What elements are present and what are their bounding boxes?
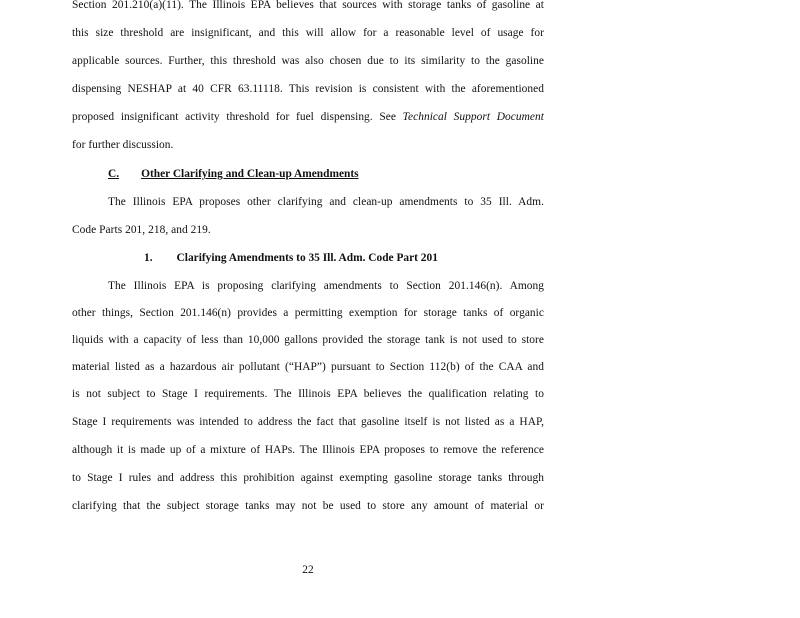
paragraph-text: proposed insignificant activity threshold for fuel dispensing. See <box>72 111 396 123</box>
paragraph-line: other things, Section 201.146(n) provides a permitting exemption for storage tanks of organic <box>72 307 544 319</box>
document-citation: Technical Support Document <box>402 111 544 123</box>
paragraph-line: liquids with a capacity of less than 10,000 gallons provided the storage tank is not used to store <box>72 334 544 346</box>
section-label: C. <box>108 168 120 180</box>
paragraph-line: although it is made up of a mixture of HAPs. The Illinois EPA proposes to remove the reference <box>72 444 544 456</box>
subsection-1-heading <box>144 251 438 265</box>
subsection-label: 1. <box>144 252 153 264</box>
paragraph-line-with-citation <box>72 110 544 124</box>
paragraph-line: dispensing NESHAP at 40 CFR 63.11118. This revision is consistent with the aforementioned <box>72 83 544 95</box>
paragraph-line: to Stage I rules and address this prohibition against exempting gasoline storage tanks through <box>72 472 544 484</box>
section-title: Other Clarifying and Clean-up Amendments <box>141 168 359 180</box>
paragraph-line: The Illinois EPA is proposing clarifying amendments to Section 201.146(n). Among <box>108 280 544 292</box>
paragraph-line: clarifying that the subject storage tanks may not be used to store any amount of material or <box>72 500 544 512</box>
paragraph-line: is not subject to Stage I requirements. The Illinois EPA believes the qualification relating to <box>72 388 544 400</box>
paragraph-line: material listed as a hazardous air pollutant (“HAP”) pursuant to Section 112(b) of the CAA and <box>72 361 544 373</box>
paragraph-line: for further discussion. <box>72 139 174 151</box>
section-c-heading <box>108 167 359 181</box>
paragraph-line: Stage I requirements was intended to address the fact that gasoline itself is not listed as a HAP, <box>72 416 544 428</box>
paragraph-line: Section 201.210(a)(11). The Illinois EPA believes that sources with storage tanks of gasoline at <box>72 0 544 11</box>
paragraph-line: applicable sources. Further, this threshold was also chosen due to its similarity to the gasoline <box>72 55 544 67</box>
paragraph-line: The Illinois EPA proposes other clarifying and clean-up amendments to 35 Ill. Adm. <box>108 196 544 208</box>
subsection-title: Clarifying Amendments to 35 Ill. Adm. Code Part 201 <box>176 252 438 264</box>
paragraph-line: Code Parts 201, 218, and 219. <box>72 224 211 236</box>
page-number: 22 <box>302 564 314 576</box>
paragraph-line: this size threshold are insignificant, and this will allow for a reasonable level of usage for <box>72 27 544 39</box>
